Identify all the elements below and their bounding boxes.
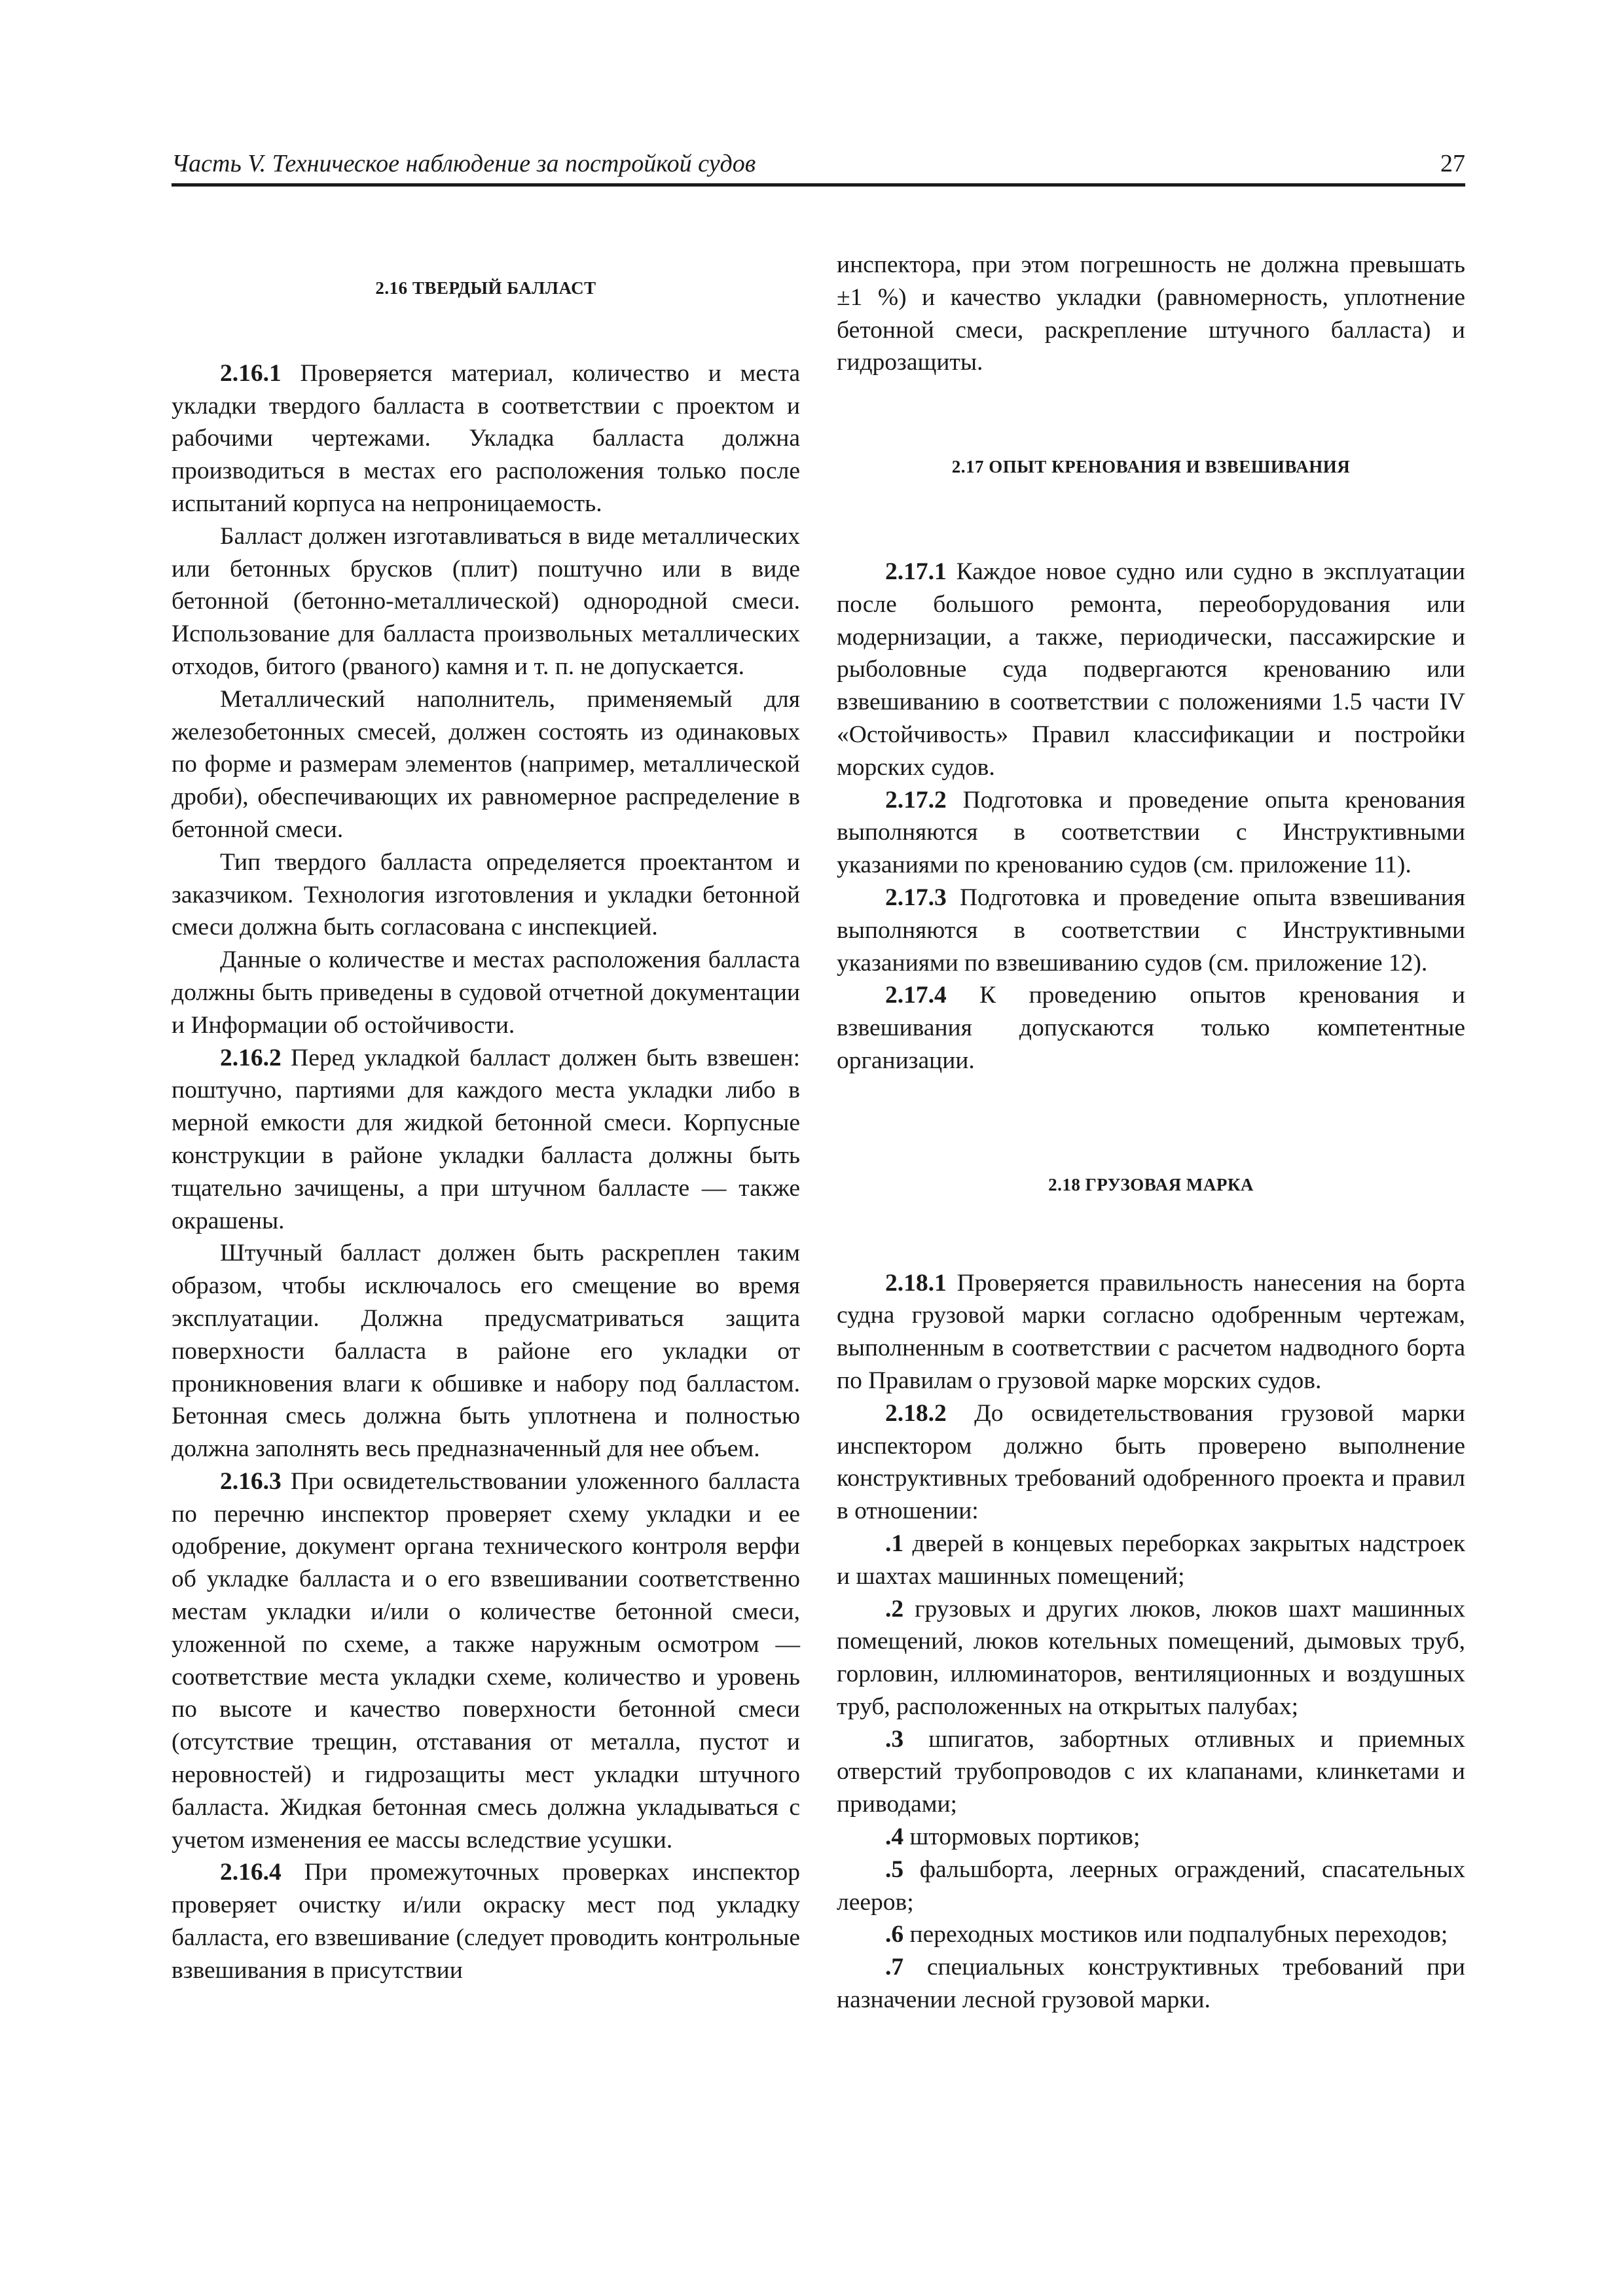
clause-number: 2.17.3 bbox=[885, 884, 947, 911]
clause-number: 2.17.1 bbox=[885, 558, 947, 585]
item-number: .5 bbox=[885, 1856, 904, 1883]
page-header bbox=[172, 143, 1465, 187]
list-item-5: .5 фальшборта, леерных ограждений, спасательных лееров; bbox=[837, 1856, 1465, 1916]
paragraph-2-17-2: 2.17.2 Подготовка и проведение опыта кренования выполняются в соответствии с Инструктивными указаниями по кренованию судов (см. приложение 11). bbox=[837, 786, 1465, 879]
left-column bbox=[172, 249, 800, 1987]
list-item-2: .2 грузовых и других люков, люков шахт машинных помещений, люков котельных помещений, дымовых труб, горловин, иллюминаторов, вентиляционных и воздушных труб, расположенных на открытых палубах; bbox=[837, 1595, 1465, 1720]
list-item-4: .4 штормовых портиков; bbox=[885, 1823, 1140, 1851]
clause-number: 2.18.2 bbox=[885, 1399, 947, 1427]
paragraph-continuation: инспектора, при этом погрешность не должна превышать ±1 %) и качество укладки (равномерность, уплотнение бетонной смеси, раскрепление штучного балласта) и гидрозащиты. bbox=[837, 251, 1465, 376]
paragraph-2-17-1: 2.17.1 Каждое новое судно или судно в эксплуатации после большого ремонта, переоборудования или модернизации, а также, периодически, пассажирские и рыболовные суда подвергаются кренованию или взвешиванию в соответствии с положениями 1.5 части IV «Остойчивость» Правил классификации и постройки морских судов. bbox=[837, 558, 1465, 781]
paragraph-2-18-1: 2.18.1 Проверяется правильность нанесения на борта судна грузовой марки согласно одобренным чертежам, выполненным в соответствии с расчетом надводного борта по Правилам о грузовой марке морских судов. bbox=[837, 1269, 1465, 1394]
paragraph-2-16-3: 2.16.3 При освидетельствовании уложенного балласта по перечню инспектор проверяет схему укладки и ее одобрение, документ органа технического контроля верфи об укладке балласта и о его взвешивании соответственно местам укладки и/или о количестве бетонной смеси, уложенной по схеме, а также наружным осмотром — соответствие места укладки схеме, количество и уровень по высоте и качество поверхности бетонной смеси (отсутствие трещин, отставания от металла, пустот и неровностей) и гидрозащиты мест укладки штучного балласта. Жидкая бетонная смесь должна укладываться с учетом изменения ее массы вследствие усушки. bbox=[172, 1467, 800, 1854]
clause-number: 2.17.2 bbox=[885, 786, 947, 814]
clause-number: 2.18.1 bbox=[885, 1269, 947, 1297]
section-heading-2-16: 2.16 ТВЕРДЫЙ БАЛЛАСТ bbox=[375, 278, 596, 298]
paragraph-2-18-2: 2.18.2 До освидетельствования грузовой марки инспектором должно быть проверено выполнение конструктивных требований одобренного проекта и правил в отношении: bbox=[837, 1399, 1465, 1525]
clause-number: 2.16.4 bbox=[220, 1859, 282, 1886]
clause-number: 2.17.4 bbox=[885, 982, 947, 1009]
paragraph-2-16-1: 2.16.1 Проверяется материал, количество и места укладки твердого балласта в соответствии с проектом и рабочими чертежами. Укладка балласта должна производиться в местах его расположения только после испытаний корпуса на непроницаемость. bbox=[172, 359, 800, 517]
running-title: Часть V. Техническое наблюдение за постройкой судов bbox=[172, 150, 756, 177]
item-number: .7 bbox=[885, 1954, 904, 1981]
item-number: .2 bbox=[885, 1595, 904, 1623]
paragraph: Тип твердого балласта определяется проектантом и заказчиком. Технология изготовления и укладки бетонной смеси должна быть согласована с инспекцией. bbox=[172, 848, 800, 941]
paragraph-2-16-4: 2.16.4 При промежуточных проверках инспектор проверяет очистку и/или окраску мест под укладку балласта, его взвешивание (следует проводить контрольные взвешивания в присутствии bbox=[172, 1859, 800, 1984]
clause-number: 2.16.2 bbox=[220, 1044, 282, 1071]
paragraph-2-17-3: 2.17.3 Подготовка и проведение опыта взвешивания выполняются в соответствии с Инструктивными указаниями по взвешиванию судов (см. приложение 12). bbox=[837, 884, 1465, 977]
section-heading-2-17: 2.17 ОПЫТ КРЕНОВАНИЯ И ВЗВЕШИВАНИЯ bbox=[951, 457, 1351, 477]
item-number: .1 bbox=[885, 1530, 904, 1557]
item-number: .6 bbox=[885, 1921, 904, 1948]
list-item-7: .7 специальных конструктивных требований при назначении лесной грузовой марки. bbox=[837, 1954, 1465, 2014]
section-heading-2-18: 2.18 ГРУЗОВАЯ МАРКА bbox=[1048, 1174, 1254, 1194]
list-item-6: .6 переходных мостиков или подпалубных переходов; bbox=[885, 1921, 1448, 1948]
clause-number: 2.16.3 bbox=[220, 1467, 282, 1495]
paragraph-2-17-4: 2.17.4 К проведению опытов кренования и взвешивания допускаются только компетентные организации. bbox=[837, 982, 1465, 1074]
paragraph: Металлический наполнитель, применяемый для железобетонных смесей, должен состоять из одинаковых по форме и размерам элементов (например, металлической дроби), обеспечивающих их равномерное распределение в бетонной смеси. bbox=[172, 685, 800, 843]
list-item-3: .3 шпигатов, забортных отливных и приемных отверстий трубопроводов с их клапанами, клинкетами и приводами; bbox=[837, 1725, 1465, 1818]
clause-number: 2.16.1 bbox=[220, 359, 282, 387]
paragraph: Данные о количестве и местах расположения балласта должны быть приведены в судовой отчетной документации и Информации об остойчивости. bbox=[172, 946, 800, 1039]
paragraph: Балласт должен изготавливаться в виде металлических или бетонных брусков (плит) поштучно или в виде бетонной (бетонно-металлической) однородной смеси. Использование для балласта произвольных металлических отходов, битого (рваного) камня и т. п. не допускается. bbox=[172, 522, 800, 680]
right-column bbox=[837, 249, 1465, 2017]
item-number: .4 bbox=[885, 1823, 904, 1851]
page-number: 27 bbox=[1440, 150, 1465, 177]
list-item-1: .1 дверей в концевых переборках закрытых надстроек и шахтах машинных помещений; bbox=[837, 1530, 1465, 1590]
paragraph: Штучный балласт должен быть раскреплен таким образом, чтобы исключалось его смещение во время эксплуатации. Должна предусматриваться защита поверхности балласта в районе его укладки от проникновения влаги к обшивке и набору под балластом. Бетонная смесь должна быть уплотнена и полностью должна заполнять весь предназначенный для нее объем. bbox=[172, 1240, 800, 1463]
item-number: .3 bbox=[885, 1725, 904, 1753]
paragraph-2-16-2: 2.16.2 Перед укладкой балласт должен быть взвешен: поштучно, партиями для каждого места укладки либо в мерной емкости для жидкой бетонной смеси. Корпусные конструкции в районе укладки балласта должны быть тщательно зачищены, а при штучном балласте — также окрашены. bbox=[172, 1044, 800, 1234]
